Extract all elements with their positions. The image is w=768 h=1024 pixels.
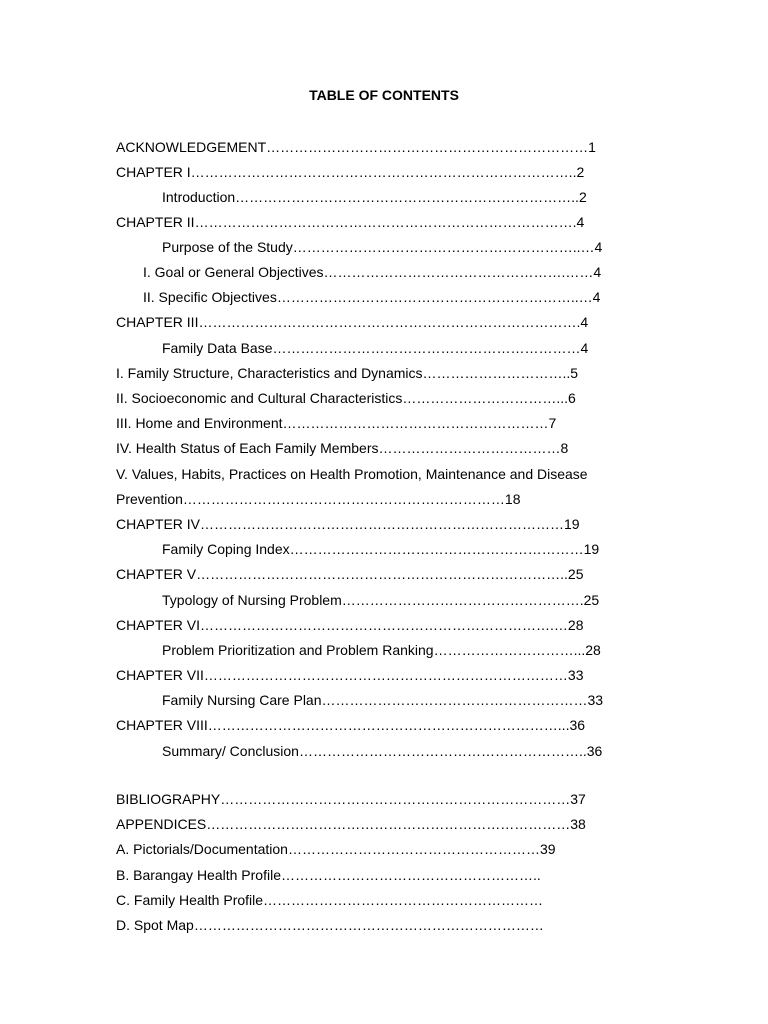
toc-entry-values-habits: V. Values, Habits, Practices on Health Promotion, Maintenance and Disease	[116, 466, 588, 482]
toc-entry-home-environment: III. Home and Environment…………………………………………………7	[116, 415, 557, 431]
toc-entry-health-status: IV. Health Status of Each Family Members…………………………………8	[116, 440, 569, 456]
toc-entry-bibliography: BIBLIOGRAPHY…………………………………………………………………37	[116, 791, 586, 807]
toc-entry-prevention: Prevention……………………………………………………………18	[116, 491, 521, 507]
toc-entry-chapter-5: CHAPTER V……………………………………………………………………..25	[116, 566, 584, 582]
toc-entry-chapter-4: CHAPTER IV……………………………………………………………………19	[116, 516, 580, 532]
toc-entry-summary: Summary/ Conclusion……………………………………………………..36	[162, 743, 603, 759]
toc-entry-general-objectives: I. Goal or General Objectives…………………………………………….……4	[143, 264, 602, 280]
toc-entry-spot-map: D. Spot Map…………………………………………………………………	[116, 917, 544, 933]
toc-entry-family-structure: I. Family Structure, Characteristics and Dynamics…………………………..5	[116, 365, 579, 381]
toc-entry-pictorials: A. Pictorials/Documentation………………………………………………39	[116, 841, 556, 857]
toc-entry-family-data-base: Family Data Base…………………………………………………………4	[162, 340, 589, 356]
toc-entry-problem-prioritization: Problem Prioritization and Problem Ranking…………………………...28	[162, 642, 601, 658]
toc-entry-chapter-7: CHAPTER VII……………………………………………………………………33	[116, 667, 584, 683]
toc-entry-barangay-profile: B. Barangay Health Profile………………………………………………..	[116, 867, 541, 883]
toc-entry-acknowledgement: ACKNOWLEDGEMENT……………………………………………………………1	[116, 139, 596, 155]
toc-entry-chapter-8: CHAPTER VIII…………………………………………………………………...36	[116, 717, 586, 733]
toc-entry-care-plan: Family Nursing Care Plan…………………………………………………33	[162, 692, 604, 708]
toc-entry-appendices: APPENDICES……………………………………………………………………38	[116, 816, 586, 832]
toc-entry-typology: Typology of Nursing Problem…………………………………………….25	[162, 592, 600, 608]
toc-entry-chapter-2: CHAPTER II……………………………………………………………………….4	[116, 214, 585, 230]
toc-entry-family-health-profile: C. Family Health Profile……………………………………………………	[116, 892, 544, 908]
toc-entry-specific-objectives: II. Specific Objectives………………………………………………………..…4	[143, 289, 601, 305]
toc-entry-purpose-of-study: Purpose of the Study……………………………………………………..…4	[162, 239, 603, 255]
toc-entry-chapter-1: CHAPTER I………………………………………………………………………..2	[116, 164, 585, 180]
toc-entry-family-coping-index: Family Coping Index………………………………………………………19	[162, 541, 600, 557]
page-title: TABLE OF CONTENTS	[309, 87, 459, 103]
toc-entry-chapter-3: CHAPTER III……………………………………………………………………….4	[116, 314, 589, 330]
toc-entry-socioeconomic: II. Socioeconomic and Cultural Characteristics……………………………...6	[116, 390, 576, 406]
toc-entry-introduction: Introduction………………………………………………………………..2	[162, 189, 587, 205]
toc-entry-chapter-6: CHAPTER VI………………………………………………………………….…28	[116, 617, 584, 633]
